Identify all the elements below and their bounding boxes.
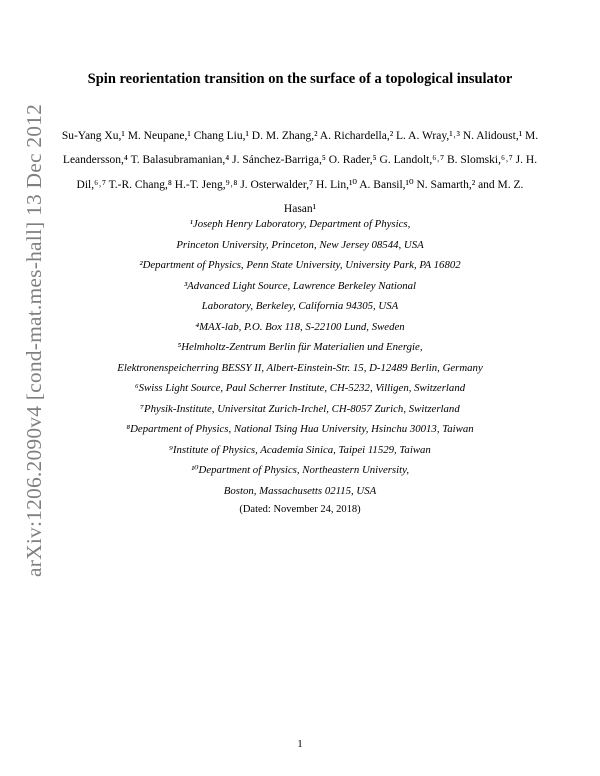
affiliations	[40, 214, 560, 501]
affiliation-line: ⁷Physik-Institute, Universitat Zurich-Irchel, CH-8057 Zurich, Switzerland	[140, 402, 460, 415]
affiliation-line: ²Department of Physics, Penn State University, University Park, PA 16802	[139, 259, 461, 271]
affiliation-line: Princeton University, Princeton, New Jersey 08544, USA	[176, 238, 424, 251]
page-number: 1	[297, 738, 303, 750]
dated-line: (Dated: November 24, 2018)	[239, 504, 361, 515]
affiliation-line: ⁶Swiss Light Source, Paul Scherrer Institute, CH-5232, Villigen, Switzerland	[134, 382, 466, 394]
affiliation-line: Laboratory, Berkeley, California 94305, USA	[201, 300, 399, 312]
arxiv-stamp: arXiv:1206.2090v4 [cond-mat.mes-hall] 13 Dec 2012	[22, 103, 46, 577]
paper-title: Spin reorientation transition on the surface of a topological insulator	[87, 71, 513, 87]
author-list: Su-Yang Xu,¹ M. Neupane,¹ Chang Liu,¹ D. M. Zhang,² A. Richardella,² L. A. Wray,¹˒³ N. Alidoust,¹ M. Leandersson,⁴ T. Balasubramanian,⁴ J. Sánchez-Barriga,⁵ O. Rader,⁵ G. Landolt,⁶˒⁷ B. Slomski,⁶˒⁷ J. H. Dil,⁶˒⁷ T.-R. Chang,⁸ H.-T. Jeng,⁹˒⁸ J. Osterwalder,⁷ H. Lin,¹⁰ A. Bansil,¹⁰ N. Samarth,² and M. Z. Hasan¹	[61, 130, 539, 215]
affiliation-line: ¹Joseph Henry Laboratory, Department of Physics,	[189, 218, 411, 230]
affiliation-line: ⁵Helmholtz-Zentrum Berlin für Materialien und Energie,	[177, 341, 423, 353]
affiliation-line: Boston, Massachusetts 02115, USA	[223, 484, 377, 497]
affiliation-line: ³Advanced Light Source, Lawrence Berkeley National	[183, 279, 417, 292]
affiliation-line: Elektronenspeicherring BESSY II, Albert-Einstein-Str. 15, D-12489 Berlin, Germany	[117, 361, 483, 374]
affiliation-line: ¹⁰Department of Physics, Northeastern University,	[190, 464, 410, 476]
affiliation-line: ⁸Department of Physics, National Tsing Hua University, Hsinchu 30013, Taiwan	[126, 423, 474, 435]
affiliation-line: ⁴MAX-lab, P.O. Box 118, S-22100 Lund, Sweden	[195, 320, 405, 333]
affiliation-line: ⁹Institute of Physics, Academia Sinica, Taipei 11529, Taiwan	[169, 443, 431, 456]
